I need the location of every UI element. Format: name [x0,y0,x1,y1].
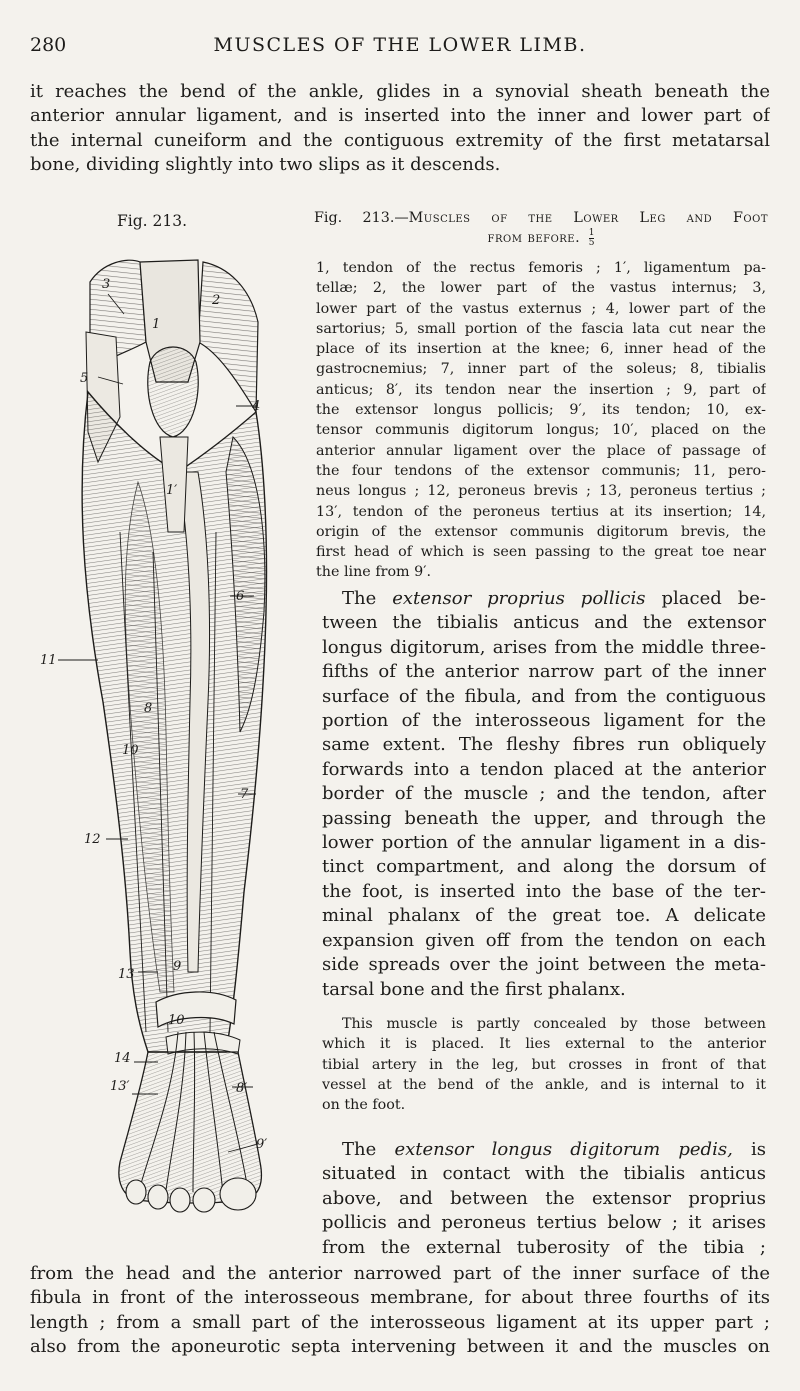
figure-caption-title [314,208,768,248]
muscle-term: extensor proprius pollicis [392,588,646,609]
text-line: longus digitorum, arises from the middle three- [322,636,766,658]
anatomical-illustration [28,232,298,1222]
running-head [30,34,770,60]
caption-line: anterior annular ligament over the place of passage of [316,442,766,459]
text-line: from the head and the anterior narrowed part of the inner surface of the [30,1263,770,1284]
scale-fraction [589,229,595,248]
label-2: 2 [212,293,221,308]
text-line: vessel at the bend of the ankle, and is internal to it [322,1076,766,1093]
caption-line: sartorius; 5, small portion of the fascia lata cut near the [316,320,766,337]
label-10-prime: 10 [168,1013,185,1028]
text-line [322,1138,766,1162]
text-line: fibula in front of the interosseous membrane, for about three fourths of its [30,1287,770,1309]
caption-line: the extensor longus pollicis; 9′, its tendon; 10, ex- [316,402,766,419]
label-9-prime: 9′ [256,1137,268,1152]
caption-line: 1, tendon of the rectus femoris ; 1′, ligamentum pa- [316,260,766,276]
muscle-term: extensor longus digitorum pedis, [394,1139,733,1160]
scale-denominator: 5 [588,237,595,248]
caption-title-part-1: Muscles of the Lower Leg and Foot [408,210,768,226]
extensor-longus-paragraph [322,1138,766,1260]
label-5: 5 [80,371,89,386]
running-title: MUSCLES OF THE LOWER LIMB. [213,34,587,56]
caption-line: anticus; 8′, its tendon near the insertion ; 9, part of [316,381,766,398]
text-line: expansion given off from the tendon on each [322,929,766,951]
label-8: 8 [144,701,153,716]
text-line: on the foot. [322,1097,406,1114]
label-11: 11 [40,653,57,668]
text-line: it reaches the bend of the ankle, glides in a synovial sheath beneath the [30,81,770,102]
text-line: tarsal bone and the first phalanx. [322,978,626,1000]
caption-line: place of its insertion at the knee; 6, inner head of the [316,341,766,358]
patella-shape [148,347,198,437]
extensor-proprius-paragraph [322,587,766,1002]
text-line: from the external tuberosity of the tibia ; [322,1236,766,1258]
label-4: 4 [252,399,261,414]
scale-numerator: 1 [588,227,595,238]
label-13: 13 [118,967,135,982]
text-line: above, and between the extensor proprius [322,1187,766,1209]
caption-line: the line from 9′. [316,564,432,581]
vastus-internus-shape [198,262,261,414]
caption-line: tellæ; 2, the lower part of the vastus internus; 3, [316,280,766,297]
text-line: tinct compartment, and along the dorsum of [322,856,766,878]
label-10: 10 [122,743,139,758]
label-6: 6 [236,589,245,604]
text-line: which it is placed. It lies external to the anterior [322,1036,766,1053]
label-3: 3 [102,277,111,292]
text-line: length ; from a small part of the interosseous ligament at its upper part ; [30,1311,770,1333]
label-13-prime: 13′ [110,1079,130,1094]
intro-paragraph [30,80,770,178]
text-line: the internal cuneiform and the contiguous extremity of the first metatarsal [30,129,770,151]
caption-line: first head of which is seen passing to the great toe near [316,544,766,561]
text-line: passing beneath the upper, and through the [322,807,766,829]
caption-title-part-2: from before. [487,230,581,246]
text-line: anterior annular ligament, and is inserted into the inner and lower part of [30,105,770,127]
figure-label: Fig. 213. [117,212,187,230]
extensor-longus-continuation [30,1262,770,1360]
label-14: 14 [114,1051,131,1066]
caption-line: neus longus ; 12, peroneus brevis ; 13, peroneus tertius ; [316,483,766,500]
text-line: border of the muscle ; and the tendon, after [322,783,766,805]
caption-line: gastrocnemius; 7, inner part of the soleus; 8, tibialis [316,361,766,378]
caption-prefix: Fig. 213.— [314,210,409,226]
text-line: side spreads over the joint between the meta- [322,954,766,976]
extensor-proprius-note [322,1014,766,1115]
text-line: tibial artery in the leg, but crosses in front of that [322,1056,766,1073]
text-line: lower portion of the annular ligament in a dis- [322,832,766,854]
caption-line: origin of the extensor communis digitorum brevis, the [316,523,766,540]
text-line: the foot, is inserted into the base of the ter- [322,880,766,902]
text-line: pollicis and peroneus tertius below ; it arises [322,1212,766,1234]
lead-word: The [342,588,377,609]
text-line: fifths of the anterior narrow part of the inner [322,661,766,683]
text-line: bone, dividing slightly into two slips as it descends. [30,154,501,176]
text-line: same extent. The fleshy fibres run obliquely [322,734,766,756]
lead-word: The [342,1139,377,1160]
label-12: 12 [84,832,101,847]
label-7: 7 [240,787,249,802]
text-line [322,587,766,611]
line-tail: placed be- [661,588,766,609]
text-line: forwards into a tendon placed at the anterior [322,758,766,780]
page-number: 280 [30,34,67,56]
label-1: 1 [152,317,161,332]
label-9: 9 [173,959,182,974]
caption-line: tensor communis digitorum longus; 10′, placed on the [316,422,766,439]
caption-line: the four tendons of the extensor communis; 11, pero- [316,462,766,479]
label-1-prime: 1′ [166,483,178,498]
text-line: minal phalanx of the great toe. A delicate [322,905,766,927]
line-tail: is [750,1139,766,1160]
text-line: also from the aponeurotic septa intervening between it and the muscles on [30,1336,770,1358]
figure-caption-legend [316,258,766,583]
text-line: This muscle is partly concealed by those between [342,1016,766,1032]
caption-line: lower part of the vastus externus ; 4, lower part of the [316,300,766,317]
text-line: portion of the interosseous ligament for the [322,710,766,732]
text-line: tween the tibialis anticus and the extensor [322,612,766,634]
text-line: situated in contact with the tibialis anticus [322,1163,766,1185]
caption-line: 13′, tendon of the peroneus tertius at its insertion; 14, [316,503,766,520]
text-line: surface of the fibula, and from the contiguous [322,685,766,707]
label-8-prime: 8′ [236,1081,248,1096]
